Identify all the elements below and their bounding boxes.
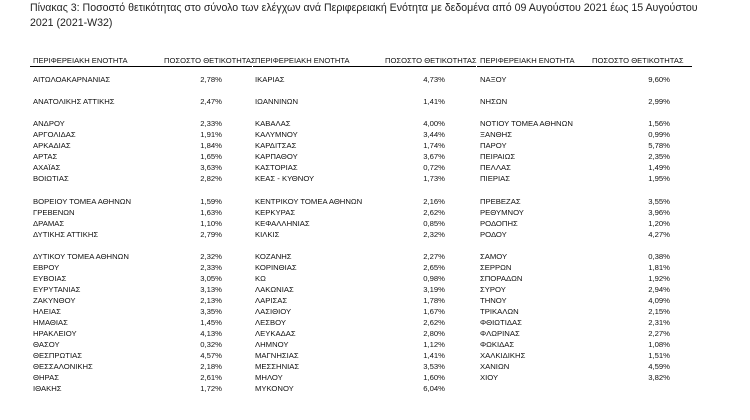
- region-name: ΚΕΦΑΛΛΗΝΙΑΣ: [255, 218, 310, 228]
- positivity-value: 2,33%: [200, 262, 222, 272]
- region-name: ΑΡΓΟΛΙΔΑΣ: [33, 130, 76, 140]
- region-name: ΘΗΡΑΣ: [33, 373, 59, 383]
- region-name: ΚΕΝΤΡΙΚΟΥ ΤΟΜΕΑ ΑΘΗΝΩΝ: [255, 196, 363, 206]
- positivity-value: 1,81%: [648, 262, 670, 272]
- positivity-value: 1,41%: [423, 351, 445, 361]
- header-region-col-2: ΠΕΡΙΦΕΡΕΙΑΚΗ ΕΝΟΤΗΤΑ: [255, 56, 350, 65]
- header-rule-col-1: [30, 66, 252, 67]
- positivity-value: 1,59%: [200, 196, 222, 206]
- positivity-value: 3,19%: [423, 284, 445, 294]
- region-name: ΜΑΓΝΗΣΙΑΣ: [255, 351, 299, 361]
- region-name: ΚΑΡΔΙΤΣΑΣ: [255, 141, 297, 151]
- region-name: ΙΚΑΡΙΑΣ: [255, 75, 285, 84]
- positivity-value: 2,61%: [200, 373, 222, 383]
- region-name: ΗΡΑΚΛΕΙΟΥ: [33, 329, 77, 339]
- header-region-col-1: ΠΕΡΙΦΕΡΕΙΑΚΗ ΕΝΟΤΗΤΑ: [33, 56, 128, 65]
- positivity-value: 2,27%: [648, 329, 670, 339]
- region-name: ΠΕΙΡΑΙΩΣ: [480, 152, 516, 162]
- positivity-value: 1,95%: [648, 174, 670, 184]
- region-name: ΡΟΔΟΥ: [480, 229, 507, 239]
- region-name: ΚΑΒΑΛΑΣ: [255, 119, 291, 129]
- region-name: ΝΟΤΙΟΥ ΤΟΜΕΑ ΑΘΗΝΩΝ: [480, 119, 573, 129]
- region-name: ΗΛΕΙΑΣ: [33, 307, 61, 317]
- region-name: ΚΩ: [255, 273, 266, 283]
- region-name: ΚΟΡΙΝΘΙΑΣ: [255, 262, 297, 272]
- positivity-value: 4,13%: [200, 329, 222, 339]
- positivity-value: 3,35%: [200, 307, 222, 317]
- positivity-value: 3,96%: [648, 207, 670, 217]
- positivity-value: 2,27%: [423, 251, 445, 261]
- region-name: ΔΥΤΙΚΟΥ ΤΟΜΕΑ ΑΘΗΝΩΝ: [33, 251, 129, 261]
- region-name: ΒΟΡΕΙΟΥ ΤΟΜΕΑ ΑΘΗΝΩΝ: [33, 196, 132, 206]
- region-name: ΑΡΚΑΔΙΑΣ: [33, 141, 71, 151]
- positivity-value: 2,47%: [200, 97, 222, 107]
- positivity-value: 4,59%: [648, 362, 670, 372]
- region-name: ΚΑΡΠΑΘΟΥ: [255, 152, 298, 162]
- positivity-value: 1,92%: [648, 273, 670, 283]
- region-name: ΔΥΤΙΚΗΣ ΑΤΤΙΚΗΣ: [33, 229, 99, 239]
- region-name: ΡΟΔΟΠΗΣ: [480, 218, 518, 228]
- region-name: ΕΥΒΟΙΑΣ: [33, 273, 67, 283]
- positivity-value: 0,32%: [200, 340, 222, 350]
- positivity-value: 4,00%: [423, 119, 445, 129]
- positivity-value: 1,74%: [423, 141, 445, 151]
- header-positivity-col-3: ΠΟΣΟΣΤΟ ΘΕΤΙΚΟΤΗΤΑΣ: [592, 56, 684, 65]
- region-name: ΗΜΑΘΙΑΣ: [33, 318, 68, 328]
- positivity-value: 1,78%: [423, 296, 445, 305]
- positivity-value: 2,32%: [200, 251, 222, 261]
- region-name: ΤΡΙΚΑΛΩΝ: [480, 307, 519, 317]
- region-name: ΕΥΡΥΤΑΝΙΑΣ: [33, 284, 81, 294]
- region-name: ΘΑΣΟΥ: [33, 340, 60, 350]
- header-positivity-col-1: ΠΟΣΟΣΤΟ ΘΕΤΙΚΟΤΗΤΑΣ: [164, 56, 256, 65]
- region-name: ΛΑΣΙΘΙΟΥ: [255, 307, 292, 317]
- region-name: ΛΑΚΩΝΙΑΣ: [255, 284, 294, 294]
- positivity-value: 1,84%: [200, 141, 222, 151]
- region-name: ΒΟΙΩΤΙΑΣ: [33, 174, 69, 184]
- positivity-value: 2,16%: [423, 196, 445, 206]
- region-name: ΛΑΡΙΣΑΣ: [255, 296, 288, 305]
- positivity-value: 1,51%: [648, 351, 670, 361]
- positivity-value: 0,38%: [648, 251, 670, 261]
- positivity-value: 2,62%: [423, 318, 445, 328]
- positivity-value: 5,78%: [648, 141, 670, 151]
- region-name: ΝΗΣΩΝ: [480, 97, 508, 107]
- region-name: ΚΑΛΥΜΝΟΥ: [255, 130, 298, 140]
- caption-line-1: Πίνακας 3: Ποσοστό θετικότητας στο σύνολο των ελέγχων ανά Περιφερειακή Ενότητα με δεδομένα από 09 Αυγούστου 2021 έως 15 Αυγούστου: [30, 2, 698, 14]
- positivity-value: 1,49%: [648, 163, 670, 173]
- region-name: ΛΗΜΝΟΥ: [255, 340, 289, 350]
- region-name: ΠΑΡΟΥ: [480, 141, 507, 151]
- positivity-value: 2,13%: [200, 296, 222, 305]
- positivity-value: 2,18%: [200, 362, 222, 372]
- positivity-value: 2,94%: [648, 284, 670, 294]
- positivity-value: 1,10%: [200, 218, 222, 228]
- region-name: ΠΙΕΡΙΑΣ: [480, 174, 510, 184]
- positivity-value: 4,09%: [648, 296, 670, 305]
- header-rule-col-2: [253, 66, 476, 67]
- positivity-value: 1,20%: [648, 218, 670, 228]
- region-name: ΑΝΔΡΟΥ: [33, 119, 65, 129]
- positivity-value: 1,41%: [423, 97, 445, 107]
- header-positivity-col-2: ΠΟΣΟΣΤΟ ΘΕΤΙΚΟΤΗΤΑΣ: [385, 56, 477, 65]
- positivity-value: 1,65%: [200, 152, 222, 162]
- region-name: ΓΡΕΒΕΝΩΝ: [33, 207, 75, 217]
- region-name: ΣΕΡΡΩΝ: [480, 262, 512, 272]
- region-name: ΔΡΑΜΑΣ: [33, 218, 65, 228]
- positivity-value: 2,78%: [200, 75, 222, 84]
- positivity-value: 2,32%: [423, 229, 445, 239]
- region-name: ΣΠΟΡΑΔΩΝ: [480, 273, 523, 283]
- header-rule-col-3: [477, 66, 692, 67]
- header-region-col-3: ΠΕΡΙΦΕΡΕΙΑΚΗ ΕΝΟΤΗΤΑ: [480, 56, 575, 65]
- positivity-value: 1,60%: [423, 373, 445, 383]
- positivity-value: 3,82%: [648, 373, 670, 383]
- region-name: ΠΡΕΒΕΖΑΣ: [480, 196, 521, 206]
- region-name: ΛΕΣΒΟΥ: [255, 318, 287, 328]
- positivity-value: 0,99%: [648, 130, 670, 140]
- region-name: ΘΕΣΠΡΩΤΙΑΣ: [33, 351, 82, 361]
- region-name: ΙΩΑΝΝΙΝΩΝ: [255, 97, 299, 107]
- positivity-value: 2,79%: [200, 229, 222, 239]
- positivity-value: 0,98%: [423, 273, 445, 283]
- region-name: ΧΙΟΥ: [480, 373, 499, 383]
- positivity-value: 2,62%: [423, 207, 445, 217]
- region-name: ΧΑΝΙΩΝ: [480, 362, 510, 372]
- region-name: ΚΟΖΑΝΗΣ: [255, 251, 292, 261]
- caption-line-2: 2021 (2021-W32): [30, 17, 113, 29]
- region-name: ΜΥΚΟΝΟΥ: [255, 384, 294, 394]
- positivity-value: 4,27%: [648, 229, 670, 239]
- positivity-value: 1,73%: [423, 174, 445, 184]
- region-name: ΚΑΣΤΟΡΙΑΣ: [255, 163, 298, 173]
- region-name: ΤΗΝΟΥ: [480, 296, 507, 305]
- positivity-value: 1,67%: [423, 307, 445, 317]
- positivity-value: 1,72%: [200, 384, 222, 394]
- positivity-value: 1,08%: [648, 340, 670, 350]
- positivity-value: 4,73%: [423, 75, 445, 84]
- positivity-value: 0,85%: [423, 218, 445, 228]
- region-name: ΦΘΙΩΤΙΔΑΣ: [480, 318, 522, 328]
- region-name: ΠΕΛΛΑΣ: [480, 163, 511, 173]
- positivity-value: 3,63%: [200, 163, 222, 173]
- region-name: ΣΥΡΟΥ: [480, 284, 506, 294]
- region-name: ΑΙΤΩΛΟΑΚΑΡΝΑΝΙΑΣ: [33, 75, 111, 84]
- positivity-value: 3,44%: [423, 130, 445, 140]
- positivity-value: 1,45%: [200, 318, 222, 328]
- positivity-value: 9,60%: [648, 75, 670, 84]
- positivity-value: 3,55%: [648, 196, 670, 206]
- positivity-value: 1,12%: [423, 340, 445, 350]
- positivity-value: 2,80%: [423, 329, 445, 339]
- positivity-value: 1,63%: [200, 207, 222, 217]
- region-name: ΘΕΣΣΑΛΟΝΙΚΗΣ: [33, 362, 93, 372]
- region-name: ΑΧΑΪΑΣ: [33, 163, 61, 173]
- region-name: ΡΕΘΥΜΝΟΥ: [480, 207, 524, 217]
- region-name: ΛΕΥΚΑΔΑΣ: [255, 329, 296, 339]
- region-name: ΧΑΛΚΙΔΙΚΗΣ: [480, 351, 526, 361]
- positivity-value: 1,56%: [648, 119, 670, 129]
- positivity-value: 2,31%: [648, 318, 670, 328]
- region-name: ΑΝΑΤΟΛΙΚΗΣ ΑΤΤΙΚΗΣ: [33, 97, 115, 107]
- region-name: ΜΕΣΣΗΝΙΑΣ: [255, 362, 300, 372]
- region-name: ΑΡΤΑΣ: [33, 152, 58, 162]
- region-name: ΚΙΛΚΙΣ: [255, 229, 280, 239]
- positivity-value: 3,13%: [200, 284, 222, 294]
- region-name: ΖΑΚΥΝΘΟΥ: [33, 296, 76, 305]
- positivity-value: 3,67%: [423, 152, 445, 162]
- region-name: ΙΘΑΚΗΣ: [33, 384, 62, 394]
- region-name: ΞΑΝΘΗΣ: [480, 130, 512, 140]
- positivity-value: 2,35%: [648, 152, 670, 162]
- positivity-value: 0,72%: [423, 163, 445, 173]
- region-name: ΦΛΩΡΙΝΑΣ: [480, 329, 520, 339]
- region-name: ΝΑΞΟΥ: [480, 75, 507, 84]
- positivity-value: 6,04%: [423, 384, 445, 394]
- positivity-value: 2,82%: [200, 174, 222, 184]
- region-name: ΚΕΑΣ - ΚΥΘΝΟΥ: [255, 174, 315, 184]
- positivity-value: 1,91%: [200, 130, 222, 140]
- positivity-value: 2,15%: [648, 307, 670, 317]
- region-name: ΜΗΛΟΥ: [255, 373, 283, 383]
- positivity-value: 2,33%: [200, 119, 222, 129]
- region-name: ΣΑΜΟΥ: [480, 251, 508, 261]
- region-name: ΦΩΚΙΔΑΣ: [480, 340, 515, 350]
- region-name: ΕΒΡΟΥ: [33, 262, 60, 272]
- positivity-value: 2,99%: [648, 97, 670, 107]
- positivity-value: 2,65%: [423, 262, 445, 272]
- positivity-value: 3,53%: [423, 362, 445, 372]
- table-caption: [30, 1, 742, 31]
- positivity-value: 4,57%: [200, 351, 222, 361]
- region-name: ΚΕΡΚΥΡΑΣ: [255, 207, 296, 217]
- positivity-value: 3,05%: [200, 273, 222, 283]
